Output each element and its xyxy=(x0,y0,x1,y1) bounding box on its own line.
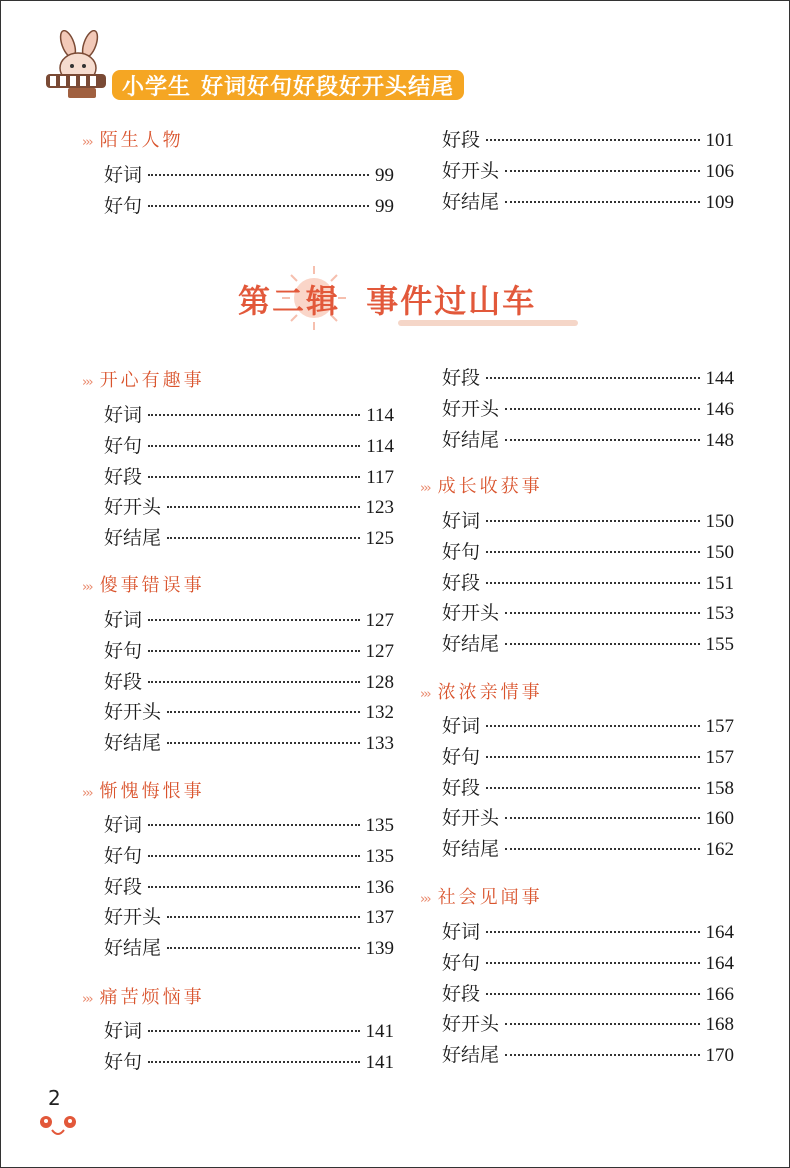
toc-entry[interactable] xyxy=(442,568,734,596)
dot-leader xyxy=(148,650,359,652)
dot-leader xyxy=(505,170,699,172)
toc-entry-label: 好段 xyxy=(104,875,143,898)
section-arrows-icon: ››› xyxy=(82,135,92,150)
dot-leader xyxy=(486,139,699,141)
toc-entry-page: 157 xyxy=(705,716,734,737)
section-title xyxy=(82,366,205,392)
toc-entry-page: 106 xyxy=(705,160,734,182)
toc-entry[interactable] xyxy=(442,742,734,770)
dot-leader xyxy=(148,476,360,478)
dot-leader xyxy=(486,582,699,584)
toc-entry-page: 164 xyxy=(705,952,734,974)
toc-entry-page: 141 xyxy=(365,1051,394,1073)
toc-entry[interactable] xyxy=(442,125,734,153)
toc-entry-page: 114 xyxy=(366,435,394,457)
toc-entry-label: 好结尾 xyxy=(104,937,162,960)
dot-leader xyxy=(505,643,699,645)
section-title-text: 成长收获事 xyxy=(437,476,543,497)
toc-entry-label: 好结尾 xyxy=(104,527,162,550)
toc-entry-page: 139 xyxy=(365,938,394,960)
toc-entry-label: 好词 xyxy=(104,404,143,426)
section-title xyxy=(420,472,543,498)
rabbit-mascot-icon xyxy=(40,30,116,102)
dot-leader xyxy=(148,824,359,826)
toc-entry-label: 好词 xyxy=(104,814,143,836)
toc-entry[interactable] xyxy=(104,636,394,664)
dot-leader xyxy=(148,855,359,857)
toc-entry[interactable] xyxy=(104,400,394,428)
dot-leader xyxy=(505,1054,699,1056)
toc-entry-page: 153 xyxy=(705,603,734,625)
dot-leader xyxy=(148,174,369,176)
toc-entry[interactable] xyxy=(442,917,734,945)
toc-entry-label: 好词 xyxy=(442,715,481,737)
section-title-text: 浓浓亲情事 xyxy=(437,682,543,703)
dot-leader xyxy=(167,506,359,508)
dot-leader xyxy=(148,205,369,207)
dot-leader xyxy=(486,520,699,522)
dot-leader xyxy=(167,742,359,744)
toc-entry[interactable] xyxy=(442,425,734,453)
dot-leader xyxy=(148,681,359,683)
toc-entry-label: 好段 xyxy=(442,367,481,389)
toc-entry-page: 128 xyxy=(365,671,394,693)
toc-entry-label: 好结尾 xyxy=(442,838,500,861)
toc-entry-page: 132 xyxy=(365,702,394,724)
dot-leader xyxy=(486,931,699,933)
toc-entry-label: 好开头 xyxy=(442,602,500,625)
toc-entry[interactable] xyxy=(104,431,394,459)
toc-entry-page: 114 xyxy=(366,405,394,426)
dot-leader xyxy=(167,711,359,713)
toc-entry[interactable] xyxy=(442,394,734,422)
toc-entry-page: 117 xyxy=(366,466,394,488)
dot-leader xyxy=(486,725,699,727)
toc-entry-page: 166 xyxy=(705,983,734,1005)
toc-entry[interactable] xyxy=(442,711,734,739)
toc-entry-page: 148 xyxy=(705,429,734,451)
toc-entry-page: 123 xyxy=(365,497,394,519)
toc-entry[interactable] xyxy=(442,979,734,1007)
smiley-face-icon xyxy=(36,1112,80,1142)
toc-entry-page: 99 xyxy=(375,195,394,217)
toc-entry-label: 好开头 xyxy=(104,906,162,929)
toc-entry-page: 125 xyxy=(365,528,394,550)
toc-entry[interactable] xyxy=(442,363,734,391)
dot-leader xyxy=(505,1023,699,1025)
toc-entry-label: 好词 xyxy=(104,164,143,186)
dot-leader xyxy=(486,962,699,964)
section-arrows-icon: ››› xyxy=(82,786,92,801)
toc-entry-page: 133 xyxy=(365,733,394,755)
dot-leader xyxy=(148,414,360,416)
toc-entry[interactable] xyxy=(104,728,394,756)
dot-leader xyxy=(486,787,699,789)
toc-entry-label: 好开头 xyxy=(442,159,500,182)
section-title-text: 痛苦烦恼事 xyxy=(99,987,205,1008)
toc-entry[interactable] xyxy=(104,1016,394,1044)
brand-part2: 好词好句好段好开头结尾 xyxy=(201,74,455,100)
toc-entry-label: 好句 xyxy=(442,540,481,563)
section-title xyxy=(82,571,205,597)
dot-leader xyxy=(505,817,699,819)
dot-leader xyxy=(167,537,359,539)
toc-entry[interactable] xyxy=(104,810,394,838)
section-title-text: 开心有趣事 xyxy=(99,370,205,391)
toc-entry-page: 101 xyxy=(705,130,734,151)
toc-entry[interactable] xyxy=(104,191,394,219)
dot-leader xyxy=(148,1061,359,1063)
section-title xyxy=(82,126,184,152)
section-title-text: 社会见闻事 xyxy=(437,887,543,908)
toc-entry-page: 158 xyxy=(705,777,734,799)
toc-entry[interactable] xyxy=(442,834,734,862)
toc-entry-page: 162 xyxy=(705,839,734,861)
toc-entry-label: 好开头 xyxy=(104,701,162,724)
dot-leader xyxy=(167,916,359,918)
section-arrows-icon: ››› xyxy=(420,481,430,496)
toc-entry[interactable] xyxy=(442,598,734,626)
toc-entry[interactable] xyxy=(104,697,394,725)
dot-leader xyxy=(505,201,699,203)
dot-leader xyxy=(148,445,360,447)
section-arrows-icon: ››› xyxy=(82,375,92,390)
toc-entry-page: 137 xyxy=(365,907,394,929)
section-arrows-icon: ››› xyxy=(82,580,92,595)
chapter-heading xyxy=(238,276,578,326)
toc-entry-label: 好段 xyxy=(104,465,143,488)
toc-entry[interactable] xyxy=(442,187,734,215)
dot-leader xyxy=(148,1030,359,1032)
dot-leader xyxy=(486,551,699,553)
toc-entry[interactable] xyxy=(442,1040,734,1068)
section-arrows-icon: ››› xyxy=(82,992,92,1007)
toc-entry-label: 好词 xyxy=(442,510,481,532)
toc-entry-page: 160 xyxy=(705,808,734,830)
dot-leader xyxy=(148,886,359,888)
toc-entry-page: 146 xyxy=(705,398,734,420)
toc-entry-label: 好句 xyxy=(104,434,143,457)
toc-entry-label: 好段 xyxy=(442,982,481,1005)
section-arrows-icon: ››› xyxy=(420,892,430,907)
book-header xyxy=(40,30,510,106)
toc-entry[interactable] xyxy=(104,605,394,633)
section-title-text: 惭愧悔恨事 xyxy=(99,781,205,802)
toc-entry[interactable] xyxy=(442,948,734,976)
section-title-text: 陌生人物 xyxy=(99,130,184,151)
toc-entry[interactable] xyxy=(442,629,734,657)
toc-entry-label: 好句 xyxy=(442,951,481,974)
dot-leader xyxy=(167,947,359,949)
toc-entry[interactable] xyxy=(442,156,734,184)
toc-entry[interactable] xyxy=(104,523,394,551)
toc-entry-label: 好句 xyxy=(104,639,143,662)
toc-entry-page: 127 xyxy=(365,640,394,662)
toc-entry-page: 164 xyxy=(705,922,734,943)
dot-leader xyxy=(486,377,699,379)
chapter-underline xyxy=(398,320,578,326)
toc-entry-page: 135 xyxy=(365,815,394,836)
chapter-title: 第二辑 事件过山车 xyxy=(238,282,537,320)
dot-leader xyxy=(505,439,699,441)
toc-entry[interactable] xyxy=(442,773,734,801)
toc-entry-label: 好句 xyxy=(104,844,143,867)
toc-entry[interactable] xyxy=(104,667,394,695)
toc-entry-page: 170 xyxy=(705,1045,734,1067)
toc-entry-label: 好段 xyxy=(442,129,481,151)
toc-entry-page: 127 xyxy=(365,610,394,631)
toc-entry-label: 好句 xyxy=(104,194,143,217)
section-title xyxy=(420,883,543,909)
toc-entry-label: 好词 xyxy=(442,921,481,943)
toc-entry[interactable] xyxy=(104,1047,394,1075)
toc-entry[interactable] xyxy=(104,841,394,869)
toc-entry[interactable] xyxy=(104,933,394,961)
book-series-title xyxy=(112,70,464,100)
toc-entry-label: 好段 xyxy=(104,670,143,693)
toc-entry-page: 136 xyxy=(365,876,394,898)
brand-part1: 小学生 xyxy=(122,74,192,100)
toc-entry-page: 99 xyxy=(375,165,394,186)
dot-leader xyxy=(486,756,699,758)
section-title xyxy=(82,983,205,1009)
toc-entry[interactable] xyxy=(442,506,734,534)
toc-entry-label: 好句 xyxy=(442,745,481,768)
toc-entry-label: 好结尾 xyxy=(442,633,500,656)
toc-entry-label: 好段 xyxy=(442,776,481,799)
toc-entry-page: 150 xyxy=(705,541,734,563)
toc-entry-label: 好词 xyxy=(104,609,143,631)
toc-entry-page: 144 xyxy=(705,368,734,389)
toc-entry-page: 151 xyxy=(705,572,734,594)
page-number: 2 xyxy=(48,1086,61,1110)
toc-entry-label: 好句 xyxy=(104,1050,143,1073)
dot-leader xyxy=(505,848,699,850)
toc-entry-label: 好结尾 xyxy=(442,190,500,213)
section-arrows-icon: ››› xyxy=(420,687,430,702)
toc-entry[interactable] xyxy=(104,492,394,520)
toc-entry-page: 157 xyxy=(705,746,734,768)
toc-entry-page: 141 xyxy=(365,1021,394,1042)
toc-entry[interactable] xyxy=(104,872,394,900)
dot-leader xyxy=(486,993,699,995)
dot-leader xyxy=(505,612,699,614)
toc-entry-page: 150 xyxy=(705,511,734,532)
toc-entry-label: 好开头 xyxy=(442,1013,500,1036)
section-title xyxy=(82,777,205,803)
toc-entry-label: 好结尾 xyxy=(442,428,500,451)
dot-leader xyxy=(148,619,359,621)
toc-entry-page: 155 xyxy=(705,634,734,656)
section-title-text: 傻事错误事 xyxy=(99,575,205,596)
toc-entry-page: 109 xyxy=(705,191,734,213)
section-title xyxy=(420,678,543,704)
toc-entry-page: 168 xyxy=(705,1014,734,1036)
toc-entry-label: 好结尾 xyxy=(442,1044,500,1067)
toc-entry[interactable] xyxy=(104,462,394,490)
toc-entry[interactable] xyxy=(442,1009,734,1037)
toc-entry-label: 好开头 xyxy=(442,397,500,420)
toc-entry-label: 好开头 xyxy=(104,496,162,519)
toc-entry[interactable] xyxy=(104,160,394,188)
toc-entry-label: 好词 xyxy=(104,1020,143,1042)
toc-entry[interactable] xyxy=(442,803,734,831)
toc-entry-label: 好开头 xyxy=(442,807,500,830)
toc-entry[interactable] xyxy=(442,537,734,565)
toc-entry-page: 135 xyxy=(365,845,394,867)
toc-entry-label: 好段 xyxy=(442,571,481,594)
toc-entry[interactable] xyxy=(104,902,394,930)
dot-leader xyxy=(505,408,699,410)
toc-entry-label: 好结尾 xyxy=(104,732,162,755)
